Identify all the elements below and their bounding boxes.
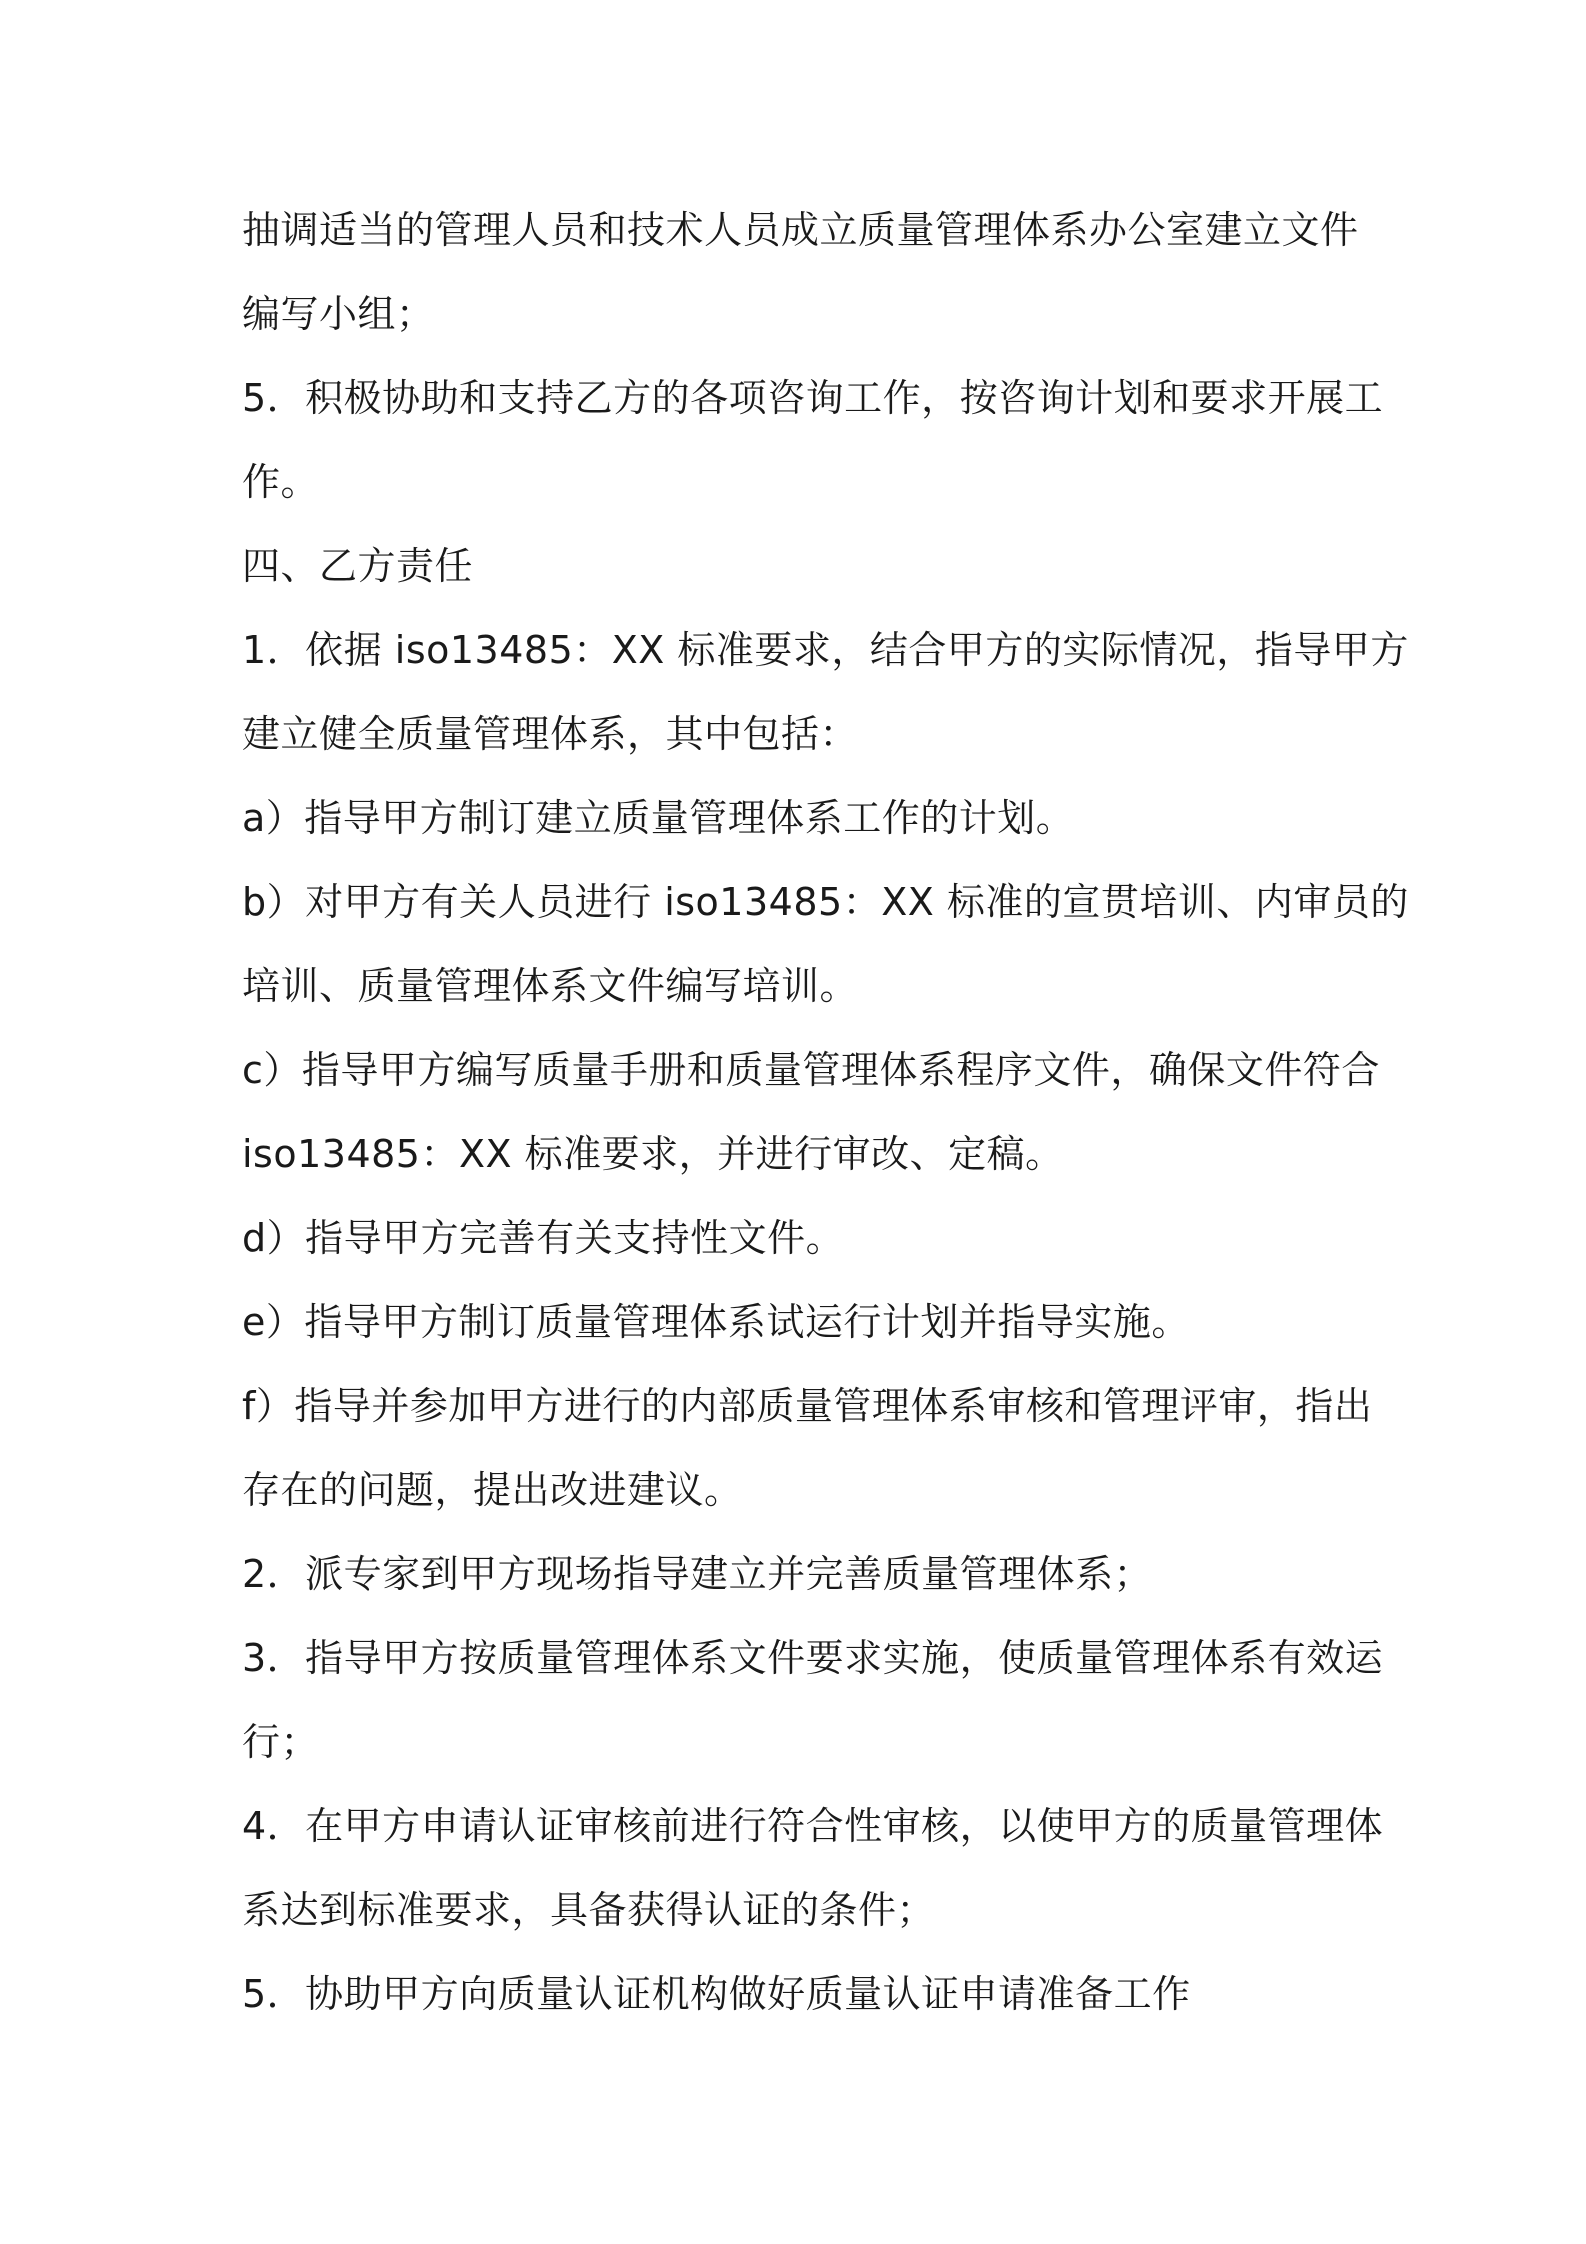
text-line: iso13485：XX 标准要求，并进行审改、定稿。 bbox=[242, 1132, 1064, 1176]
document-body bbox=[242, 188, 1409, 2036]
list-item: c）指导甲方编写质量手册和质量管理体系程序文件，确保文件符合 bbox=[242, 1048, 1380, 1092]
text-line: 系达到标准要求，具备获得认证的条件； bbox=[242, 1888, 936, 1932]
text-line: 抽调适当的管理人员和技术人员成立质量管理体系办公室建立文件 bbox=[242, 208, 1359, 252]
text-line: 存在的问题，提出改进建议。 bbox=[242, 1468, 743, 1512]
text-line: 建立健全质量管理体系，其中包括： bbox=[242, 712, 859, 756]
list-item: d）指导甲方完善有关支持性文件。 bbox=[242, 1216, 845, 1260]
list-item: a）指导甲方制订建立质量管理体系工作的计划。 bbox=[242, 796, 1075, 840]
text-line: 5．积极协助和支持乙方的各项咨询工作，按咨询计划和要求开展工 bbox=[242, 376, 1384, 420]
text-line: 行； bbox=[242, 1720, 320, 1764]
text-line: 2．派专家到甲方现场指导建立并完善质量管理体系； bbox=[242, 1552, 1153, 1596]
list-item: f）指导并参加甲方进行的内部质量管理体系审核和管理评审，指出 bbox=[242, 1384, 1373, 1428]
text-line: 5．协助甲方向质量认证机构做好质量认证申请准备工作 bbox=[242, 1972, 1191, 2016]
text-line: 3．指导甲方按质量管理体系文件要求实施，使质量管理体系有效运 bbox=[242, 1636, 1384, 1680]
text-line: 作。 bbox=[242, 460, 320, 504]
section-heading: 四、乙方责任 bbox=[242, 544, 474, 588]
list-item: b）对甲方有关人员进行 iso13485：XX 标准的宣贯培训、内审员的 bbox=[242, 880, 1409, 924]
text-line: 编写小组； bbox=[242, 292, 435, 336]
text-line: 1．依据 iso13485：XX 标准要求，结合甲方的实际情况，指导甲方 bbox=[242, 628, 1409, 672]
list-item: e）指导甲方制订质量管理体系试运行计划并指导实施。 bbox=[242, 1300, 1190, 1344]
text-line: 培训、质量管理体系文件编写培训。 bbox=[242, 964, 859, 1008]
text-line: 4．在甲方申请认证审核前进行符合性审核，以使甲方的质量管理体 bbox=[242, 1804, 1384, 1848]
